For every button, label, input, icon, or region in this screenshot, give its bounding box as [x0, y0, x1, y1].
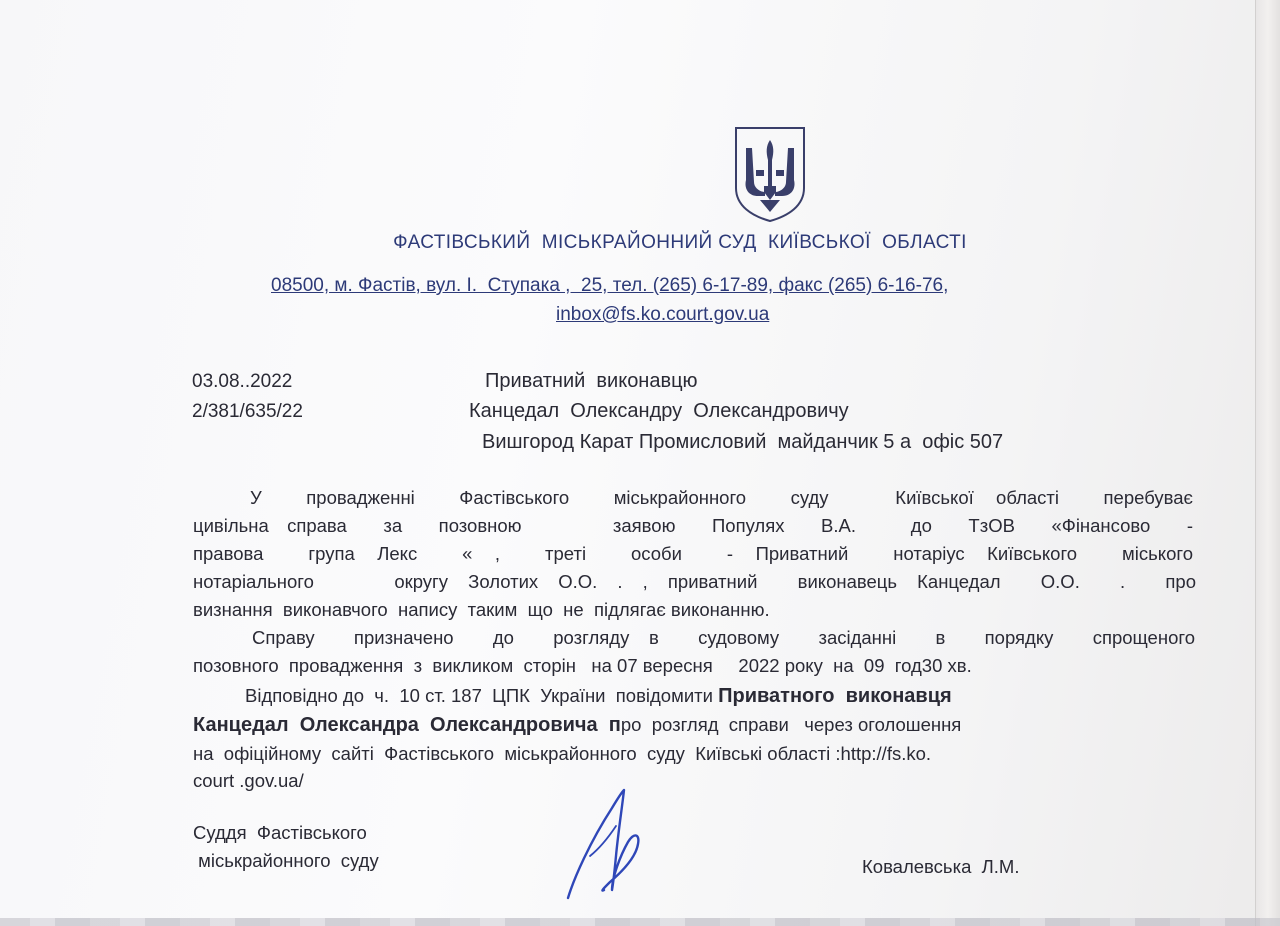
body-p3-bold-name: Канцедал Олександра Олександровича п: [193, 714, 621, 736]
body-p3-line-4: court .gov.ua/: [193, 770, 304, 791]
body-p3-bold-recipient: Приватного виконавця: [718, 685, 952, 707]
court-email: inbox@fs.ko.court.gov.ua: [556, 304, 770, 325]
body-p1-line-3: правова група Лекс « , треті особи - Приватний нотаріус Київського міського: [193, 543, 1193, 564]
body-p1-line-5: визнання виконавчого напису таким що не підлягає виконанню.: [193, 599, 770, 620]
body-p2-line-2: позовного провадження з викликом сторін на 07 вересня 2022 року на 09 год30 хв.: [193, 655, 972, 676]
body-p1-line-2: цивільна справа за позовною заявою Популях В.А. до ТзОВ «Фінансово -: [193, 515, 1193, 536]
judge-name: Ковалевська Л.М.: [862, 856, 1020, 877]
judge-title-line-1: Суддя Фастівського: [193, 822, 367, 843]
recipient-line-1: Приватний виконавцю: [485, 370, 698, 392]
paper-fold: [1255, 0, 1280, 926]
body-p3-line-1: [245, 685, 952, 708]
judge-title-line-2: міськрайонного суду: [193, 850, 379, 871]
body-p2-line-1: Справу призначено до розгляду в судовому засіданні в порядку спрощеного: [252, 627, 1195, 648]
body-p3-line-2: [193, 714, 961, 737]
handwritten-signature-icon: [560, 786, 650, 906]
case-number: 2/381/635/22: [192, 401, 303, 422]
court-address: 08500, м. Фастів, вул. І. Ступака , 25, тел. (265) 6-17-89, факс (265) 6-16-76,: [271, 275, 949, 296]
body-p3-line-3: на офіційному сайті Фастівського міськрайонного суду Київські області :http://fs.ko.: [193, 743, 932, 764]
body-p1-line-1: У провадженні Фастівського міськрайонного суду Київської області перебуває: [250, 487, 1193, 508]
tryzub-coat-of-arms-icon: [732, 126, 808, 222]
court-title: ФАСТІВСЬКИЙ МІСЬКРАЙОННИЙ СУД КИЇВСЬКОЇ ОБЛАСТІ: [393, 232, 967, 253]
body-p1-line-4: нотаріального округу Золотих О.О. . , приватний виконавець Канцедал О.О. . про: [193, 571, 1196, 592]
recipient-line-2: Канцедал Олександру Олександровичу: [469, 400, 849, 422]
letter-date: 03.08..2022: [192, 371, 293, 392]
body-p3-line-2-text: ро розгляд справи через оголошення: [620, 714, 962, 735]
bottom-edge: [0, 918, 1280, 926]
body-p3-line-1-text: Відповідно до ч. 10 ст. 187 ЦПК України повідомити: [245, 685, 719, 706]
recipient-line-3: Вишгород Карат Промисловий майданчик 5 а офіс 507: [482, 431, 1004, 453]
